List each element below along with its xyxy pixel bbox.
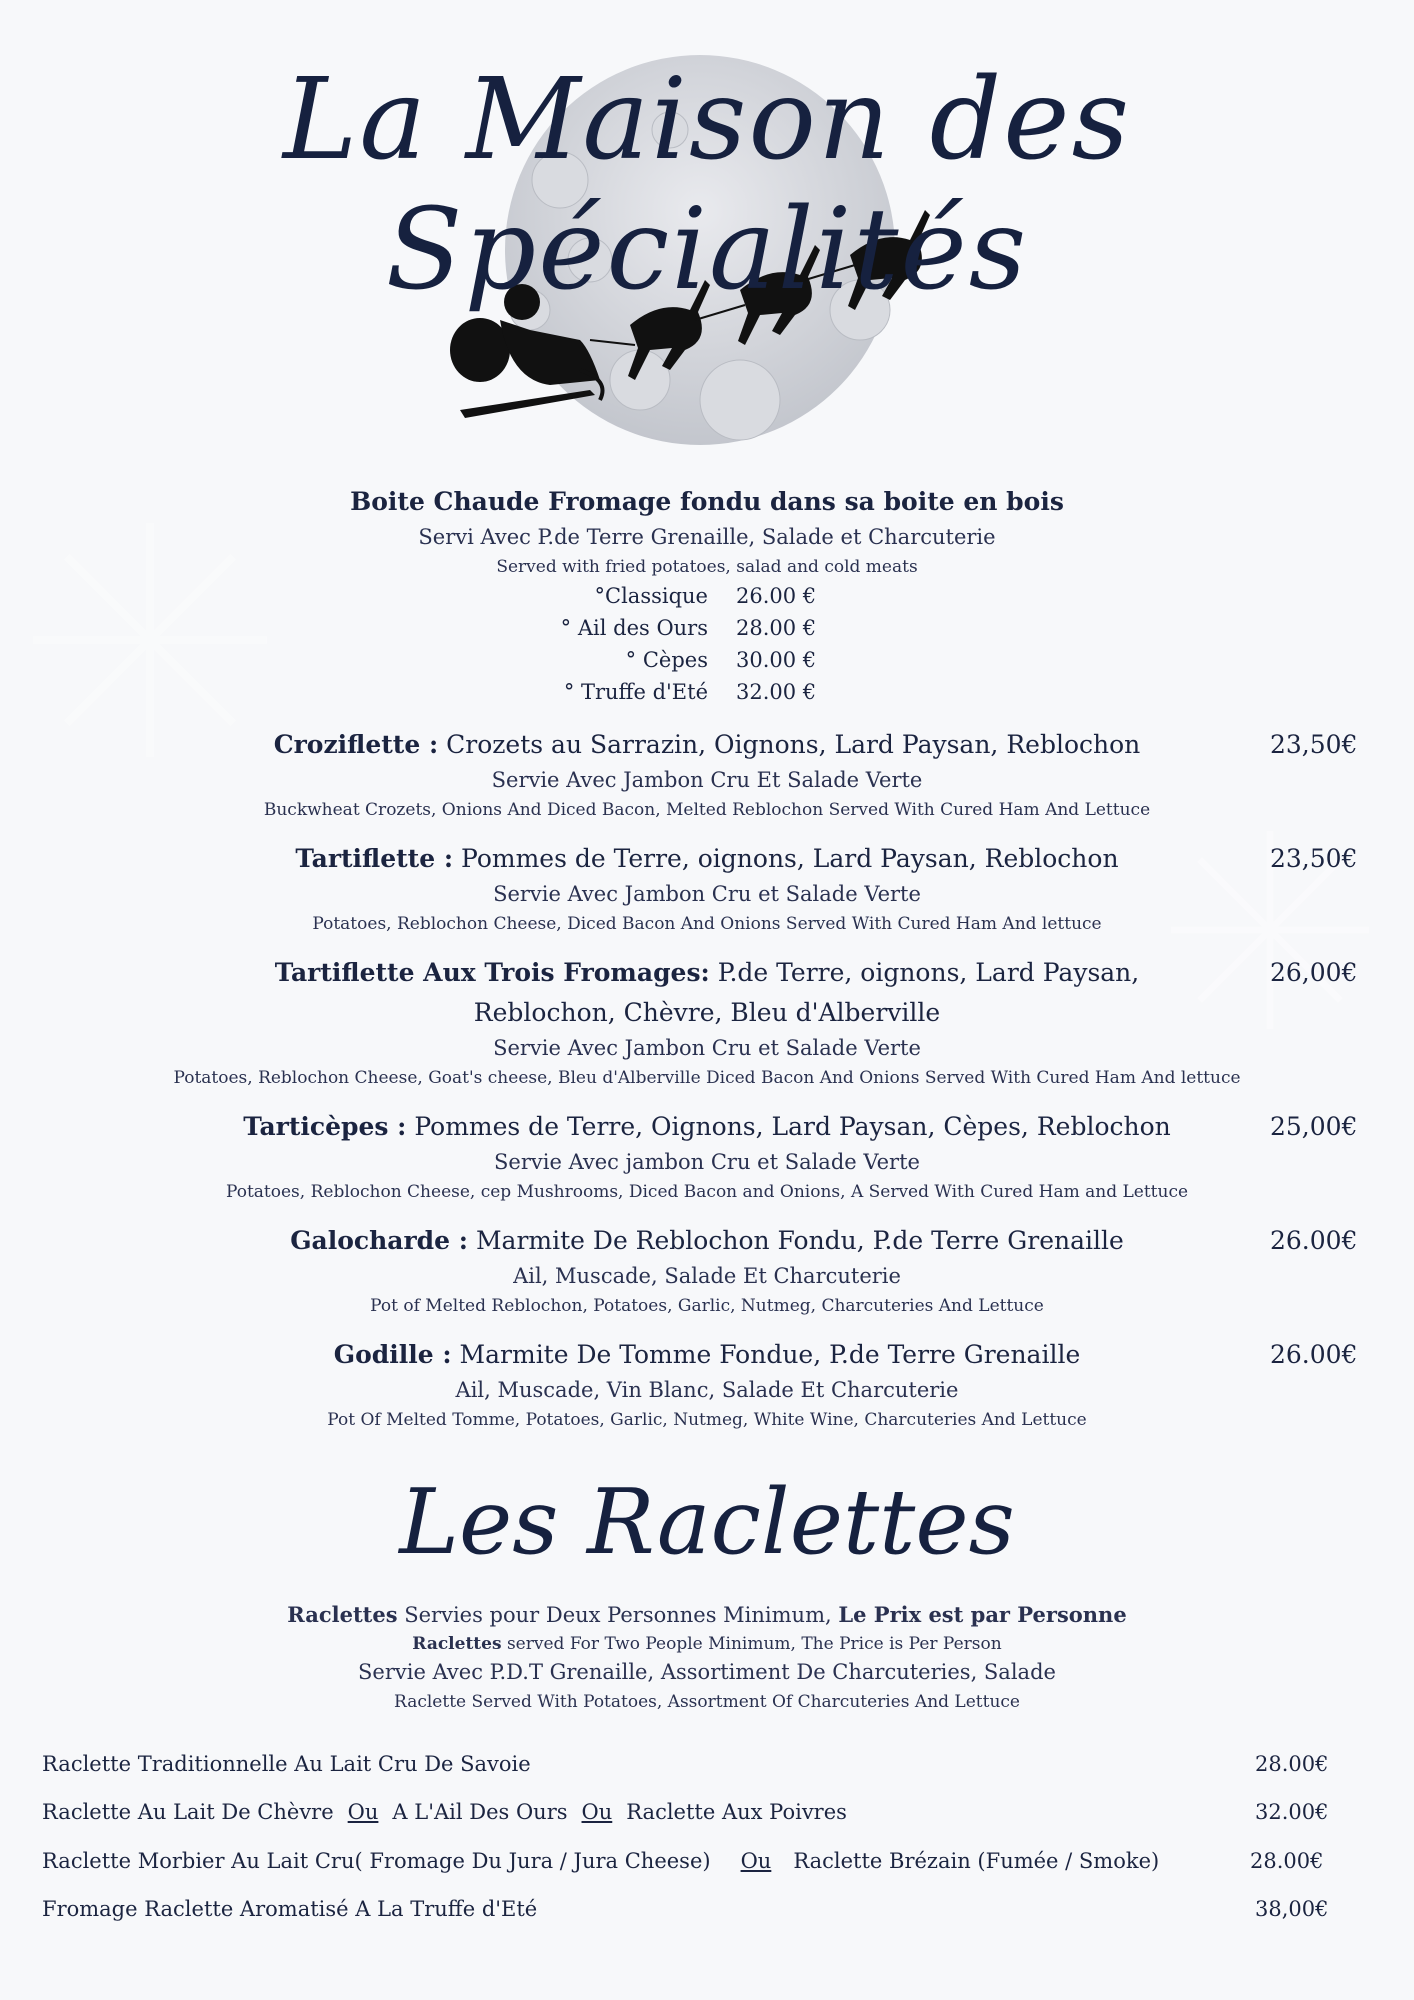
dish-desc: Pommes de Terre, oignons, Lard Paysan, Reblochon [461,844,1119,873]
dish-price: 25,00€ [1270,1112,1358,1141]
dish-price: 26,00€ [1270,958,1358,987]
raclette-name: Raclette Morbier Au Lait Cru [42,1849,355,1873]
intro-bold: Raclettes [287,1602,398,1627]
raclettes-served-en: Raclette Served With Potatoes, Assortment Of Charcuteries And Lettuce [394,1692,1020,1712]
or-separator: Ou [740,1849,772,1873]
boite-heading: Boite Chaude Fromage fondu dans sa boite en bois [350,487,1064,516]
intro-bold: Raclettes [412,1634,502,1654]
option-name: ° Cèpes [625,648,708,672]
dish-desc: P.de Terre, oignons, Lard Paysan, [717,958,1140,987]
dish-name: Tartiflette Aux Trois Fromages: [274,958,710,987]
dish-price: 23,50€ [1270,844,1358,873]
dish-sub-fr: Servie Avec Jambon Cru et Salade Verte [493,882,921,906]
raclette-name: Raclette Brézain (Fumée / Smoke) [793,1849,1160,1873]
dish-price: 26.00€ [1270,1226,1358,1255]
raclette-price: 38,00€ [1255,1897,1329,1921]
or-separator: Ou [581,1800,613,1824]
option-name: ° Ail des Ours [560,616,708,640]
dish-title [0,844,1414,873]
raclette-name: Fromage Raclette Aromatisé A La Truffe d'Eté [42,1897,538,1921]
dish-price: 26.00€ [1270,1340,1358,1369]
dish-desc: Marmite De Reblochon Fondu, P.de Terre Grenaille [475,1226,1124,1255]
page-title: La Maison des Spécialités [282,55,1132,315]
option-name: ° Truffe d'Eté [563,680,708,704]
raclette-price: 28.00€ [1250,1849,1324,1873]
boite-sub-en: Served with fried potatoes, salad and cold meats [496,557,918,577]
dish-sub-en: Buckwheat Crozets, Onions And Diced Bacon, Melted Reblochon Served With Cured Ham And Lettuce [263,800,1151,820]
boite-option [0,616,1414,640]
dish-desc: Pommes de Terre, Oignons, Lard Paysan, Cèpes, Reblochon [414,1112,1171,1141]
option-price: 32.00 € [736,680,817,704]
boite-sub-fr: Servi Avec P.de Terre Grenaille, Salade et Charcuterie [418,525,996,549]
raclette-item [42,1752,531,1776]
dish-sub-fr: Servie Avec Jambon Cru et Salade Verte [493,1036,921,1060]
dish-sub-fr: Ail, Muscade, Vin Blanc, Salade Et Charcuterie [455,1378,959,1402]
intro-bold: Le Prix est par Personne [838,1602,1127,1627]
raclettes-intro-en [0,1634,1414,1654]
dish-title [0,1340,1414,1369]
dish-sub-en: Potatoes, Reblochon Cheese, Diced Bacon And Onions Served With Cured Ham And lettuce [312,914,1102,934]
raclette-item [42,1800,847,1824]
dish-price: 23,50€ [1270,730,1358,759]
raclette-name: Raclette Traditionnelle Au Lait Cru De Savoie [42,1752,531,1776]
boite-option [0,680,1414,704]
dish-sub-en: Potatoes, Reblochon Cheese, Goat's cheese, Bleu d'Alberville Diced Bacon And Onions Served With Cured Ham And lettuce [173,1068,1241,1088]
option-name: °Classique [594,584,708,608]
dish-sub-en: Pot Of Melted Tomme, Potatoes, Garlic, Nutmeg, White Wine, Charcuteries And Lettuce [327,1410,1087,1430]
dish-name: Tarticèpes : [243,1112,407,1141]
raclette-item [42,1849,1159,1873]
raclette-price: 28.00€ [1255,1752,1329,1776]
dish-desc-line2: Reblochon, Chèvre, Bleu d'Alberville [473,998,941,1027]
raclette-name: Raclette Aux Poivres [626,1800,847,1824]
dish-desc: Crozets au Sarrazin, Oignons, Lard Paysan, Reblochon [446,730,1141,759]
option-price: 30.00 € [736,648,817,672]
dish-sub-en: Pot of Melted Reblochon, Potatoes, Garlic, Nutmeg, Charcuteries And Lettuce [370,1296,1044,1316]
dish-sub-fr: Servie Avec jambon Cru et Salade Verte [494,1150,920,1174]
raclettes-intro [0,1602,1414,1627]
dish-sub-en: Potatoes, Reblochon Cheese, cep Mushrooms, Diced Bacon and Onions, A Served With Cured Ham and Lettuce [225,1182,1189,1202]
dish-title [0,958,1414,987]
dish-title [0,730,1414,759]
boite-option [0,584,1414,608]
dish-name: Croziflette : [273,730,439,759]
dish-title [0,1112,1414,1141]
dish-title [0,1226,1414,1255]
raclette-name: A L'Ail Des Ours [392,1800,568,1824]
raclette-item [42,1897,537,1921]
dish-name: Godille : [333,1340,452,1369]
intro-text: served For Two People Minimum, The Price is Per Person [501,1634,1002,1654]
or-separator: Ou [347,1800,379,1824]
raclettes-title: Les Raclettes [399,1470,1015,1575]
raclette-name: Raclette Au Lait De Chèvre [42,1800,334,1824]
boite-option [0,648,1414,672]
raclette-note: ( Fromage Du Jura / Jura Cheese) [354,1849,711,1873]
intro-text: Servies pour Deux Personnes Minimum, [397,1603,839,1627]
dish-sub-fr: Ail, Muscade, Salade Et Charcuterie [513,1264,901,1288]
raclette-price: 32.00€ [1255,1800,1329,1824]
dish-desc: Marmite De Tomme Fondue, P.de Terre Grenaille [459,1340,1081,1369]
option-price: 26.00 € [736,584,817,608]
raclettes-served: Servie Avec P.D.T Grenaille, Assortiment De Charcuteries, Salade [358,1660,1056,1684]
dish-sub-fr: Servie Avec Jambon Cru Et Salade Verte [491,768,923,792]
dish-name: Tartiflette : [295,844,454,873]
dish-name: Galocharde : [290,1226,468,1255]
option-price: 28.00 € [736,616,817,640]
